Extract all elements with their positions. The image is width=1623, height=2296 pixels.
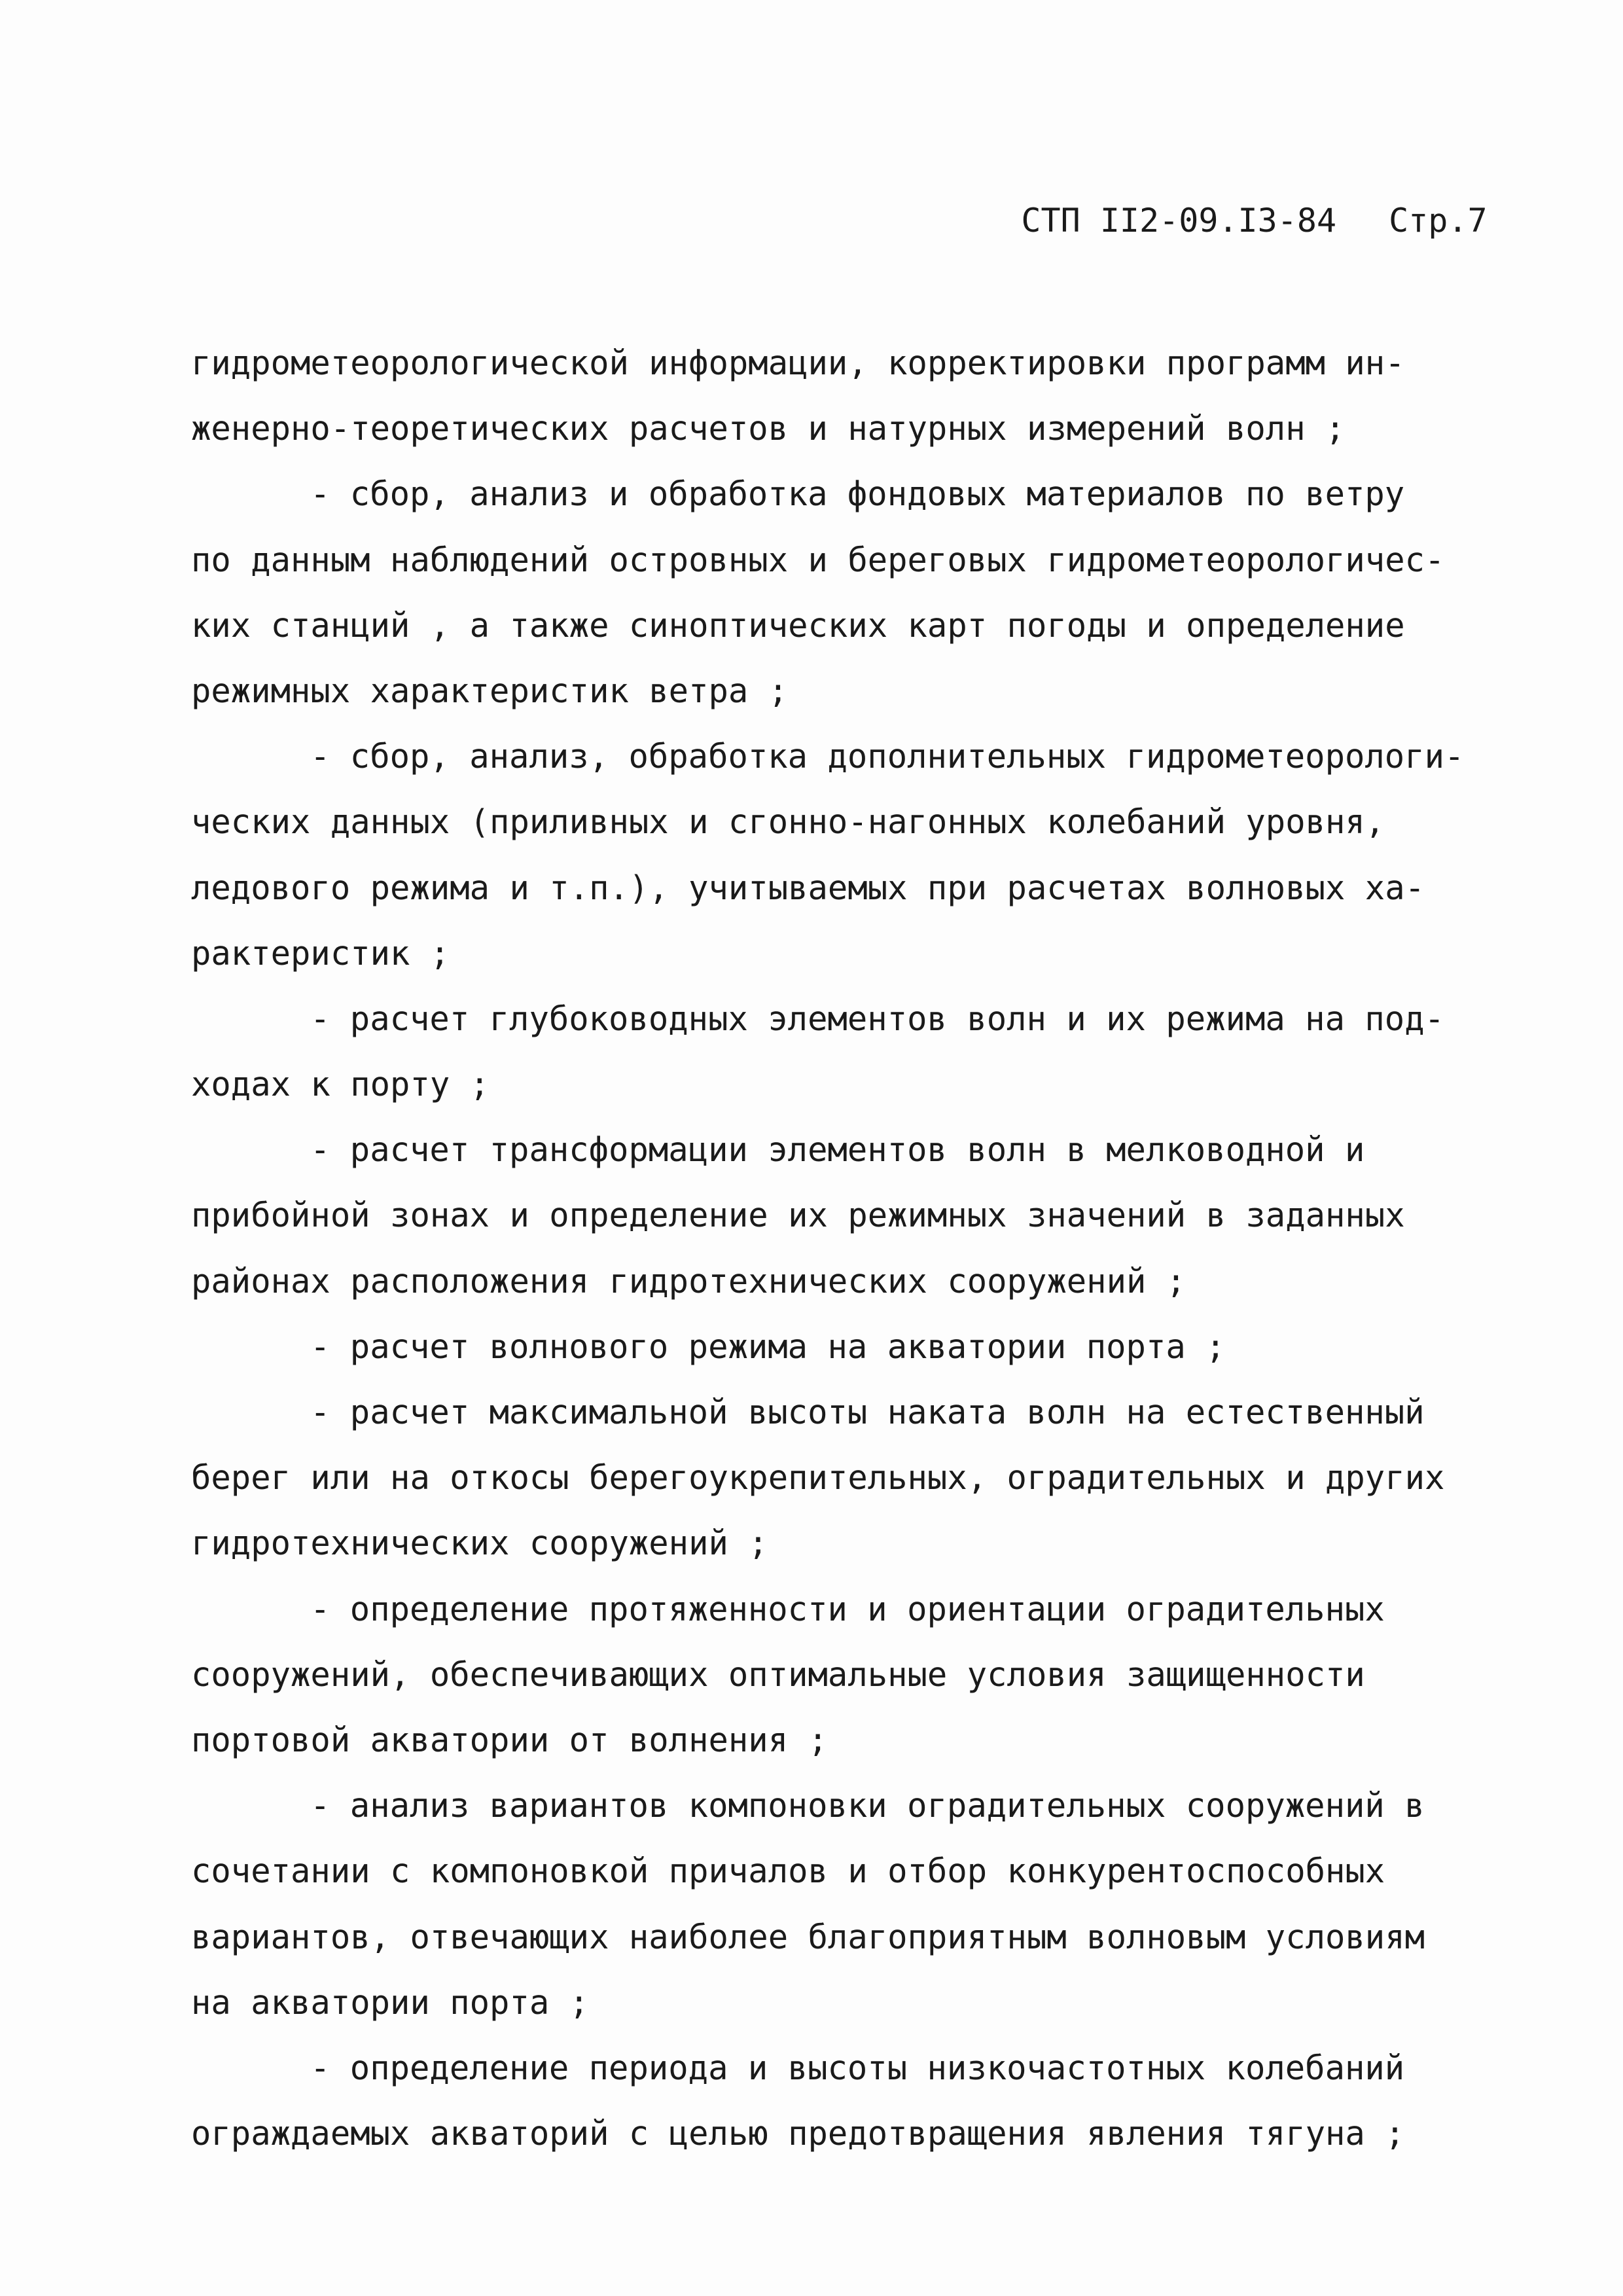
text-line: гидротехнических сооружений ; [191, 1524, 768, 1563]
list-item-line: - определение периода и высоты низкочастотных колебаний [310, 2048, 1405, 2087]
text-line: вариантов, отвечающих наиболее благоприятным волновым условиям [191, 1917, 1425, 1956]
list-item-line: - сбор, анализ и обработка фондовых материалов по ветру [310, 475, 1405, 514]
document-body [191, 331, 1487, 2166]
text-line: ледового режима и т.п.), учитываемых при расчетах волновых ха- [191, 868, 1425, 907]
text-line: женерно-теоретических расчетов и натурных измерений волн ; [191, 409, 1346, 448]
text-line: портовой акватории от волнения ; [191, 1720, 828, 1759]
list-item-line: - анализ вариантов компоновки оградительных сооружений в [310, 1786, 1425, 1825]
list-item-line: - расчет волнового режима на акватории порта ; [310, 1327, 1226, 1366]
list-item-line: - сбор, анализ, обработка дополнительных гидрометеорологи- [310, 737, 1465, 776]
document-code: СТП II2-09.I3-84 [1021, 202, 1337, 240]
page-number: Стр.7 [1389, 202, 1488, 240]
page-header [942, 152, 1488, 289]
text-line: сочетании с компоновкой причалов и отбор конкурентоспособных [191, 1852, 1385, 1891]
text-line: берег или на откосы берегоукрепительных, оградительных и других [191, 1458, 1445, 1498]
text-line: сооружений, обеспечивающих оптимальные условия защищенности [191, 1655, 1365, 1694]
text-line: ограждаемых акваторий с целью предотвращения явления тягуна ; [191, 2114, 1405, 2153]
text-line: прибойной зонах и определение их режимных значений в заданных [191, 1196, 1405, 1235]
list-item-line: - расчет глубоководных элементов волн и их режима на под- [310, 999, 1445, 1038]
text-line: рактеристик ; [191, 933, 450, 973]
text-line: ческих данных (приливных и сгонно-нагонных колебаний уровня, [191, 802, 1385, 842]
text-line: районах расположения гидротехнических сооружений ; [191, 1261, 1186, 1300]
text-line: на акватории порта ; [191, 1982, 590, 2022]
text-line: гидрометеорологической информации, корректировки программ ин- [191, 344, 1405, 382]
text-line: режимных характеристик ветра ; [191, 671, 789, 710]
list-item-line: - определение протяженности и ориентации оградительных [310, 1589, 1385, 1628]
list-item-line: - расчет максимальной высоты наката волн на естественный [310, 1393, 1425, 1431]
text-line: ких станций , а также синоптических карт погоды и определение [191, 605, 1405, 645]
list-item-line: - расчет трансформации элементов волн в мелководной и [310, 1130, 1365, 1170]
text-line: по данным наблюдений островных и береговых гидрометеорологичес- [191, 540, 1445, 579]
text-line: ходах к порту ; [191, 1065, 490, 1104]
